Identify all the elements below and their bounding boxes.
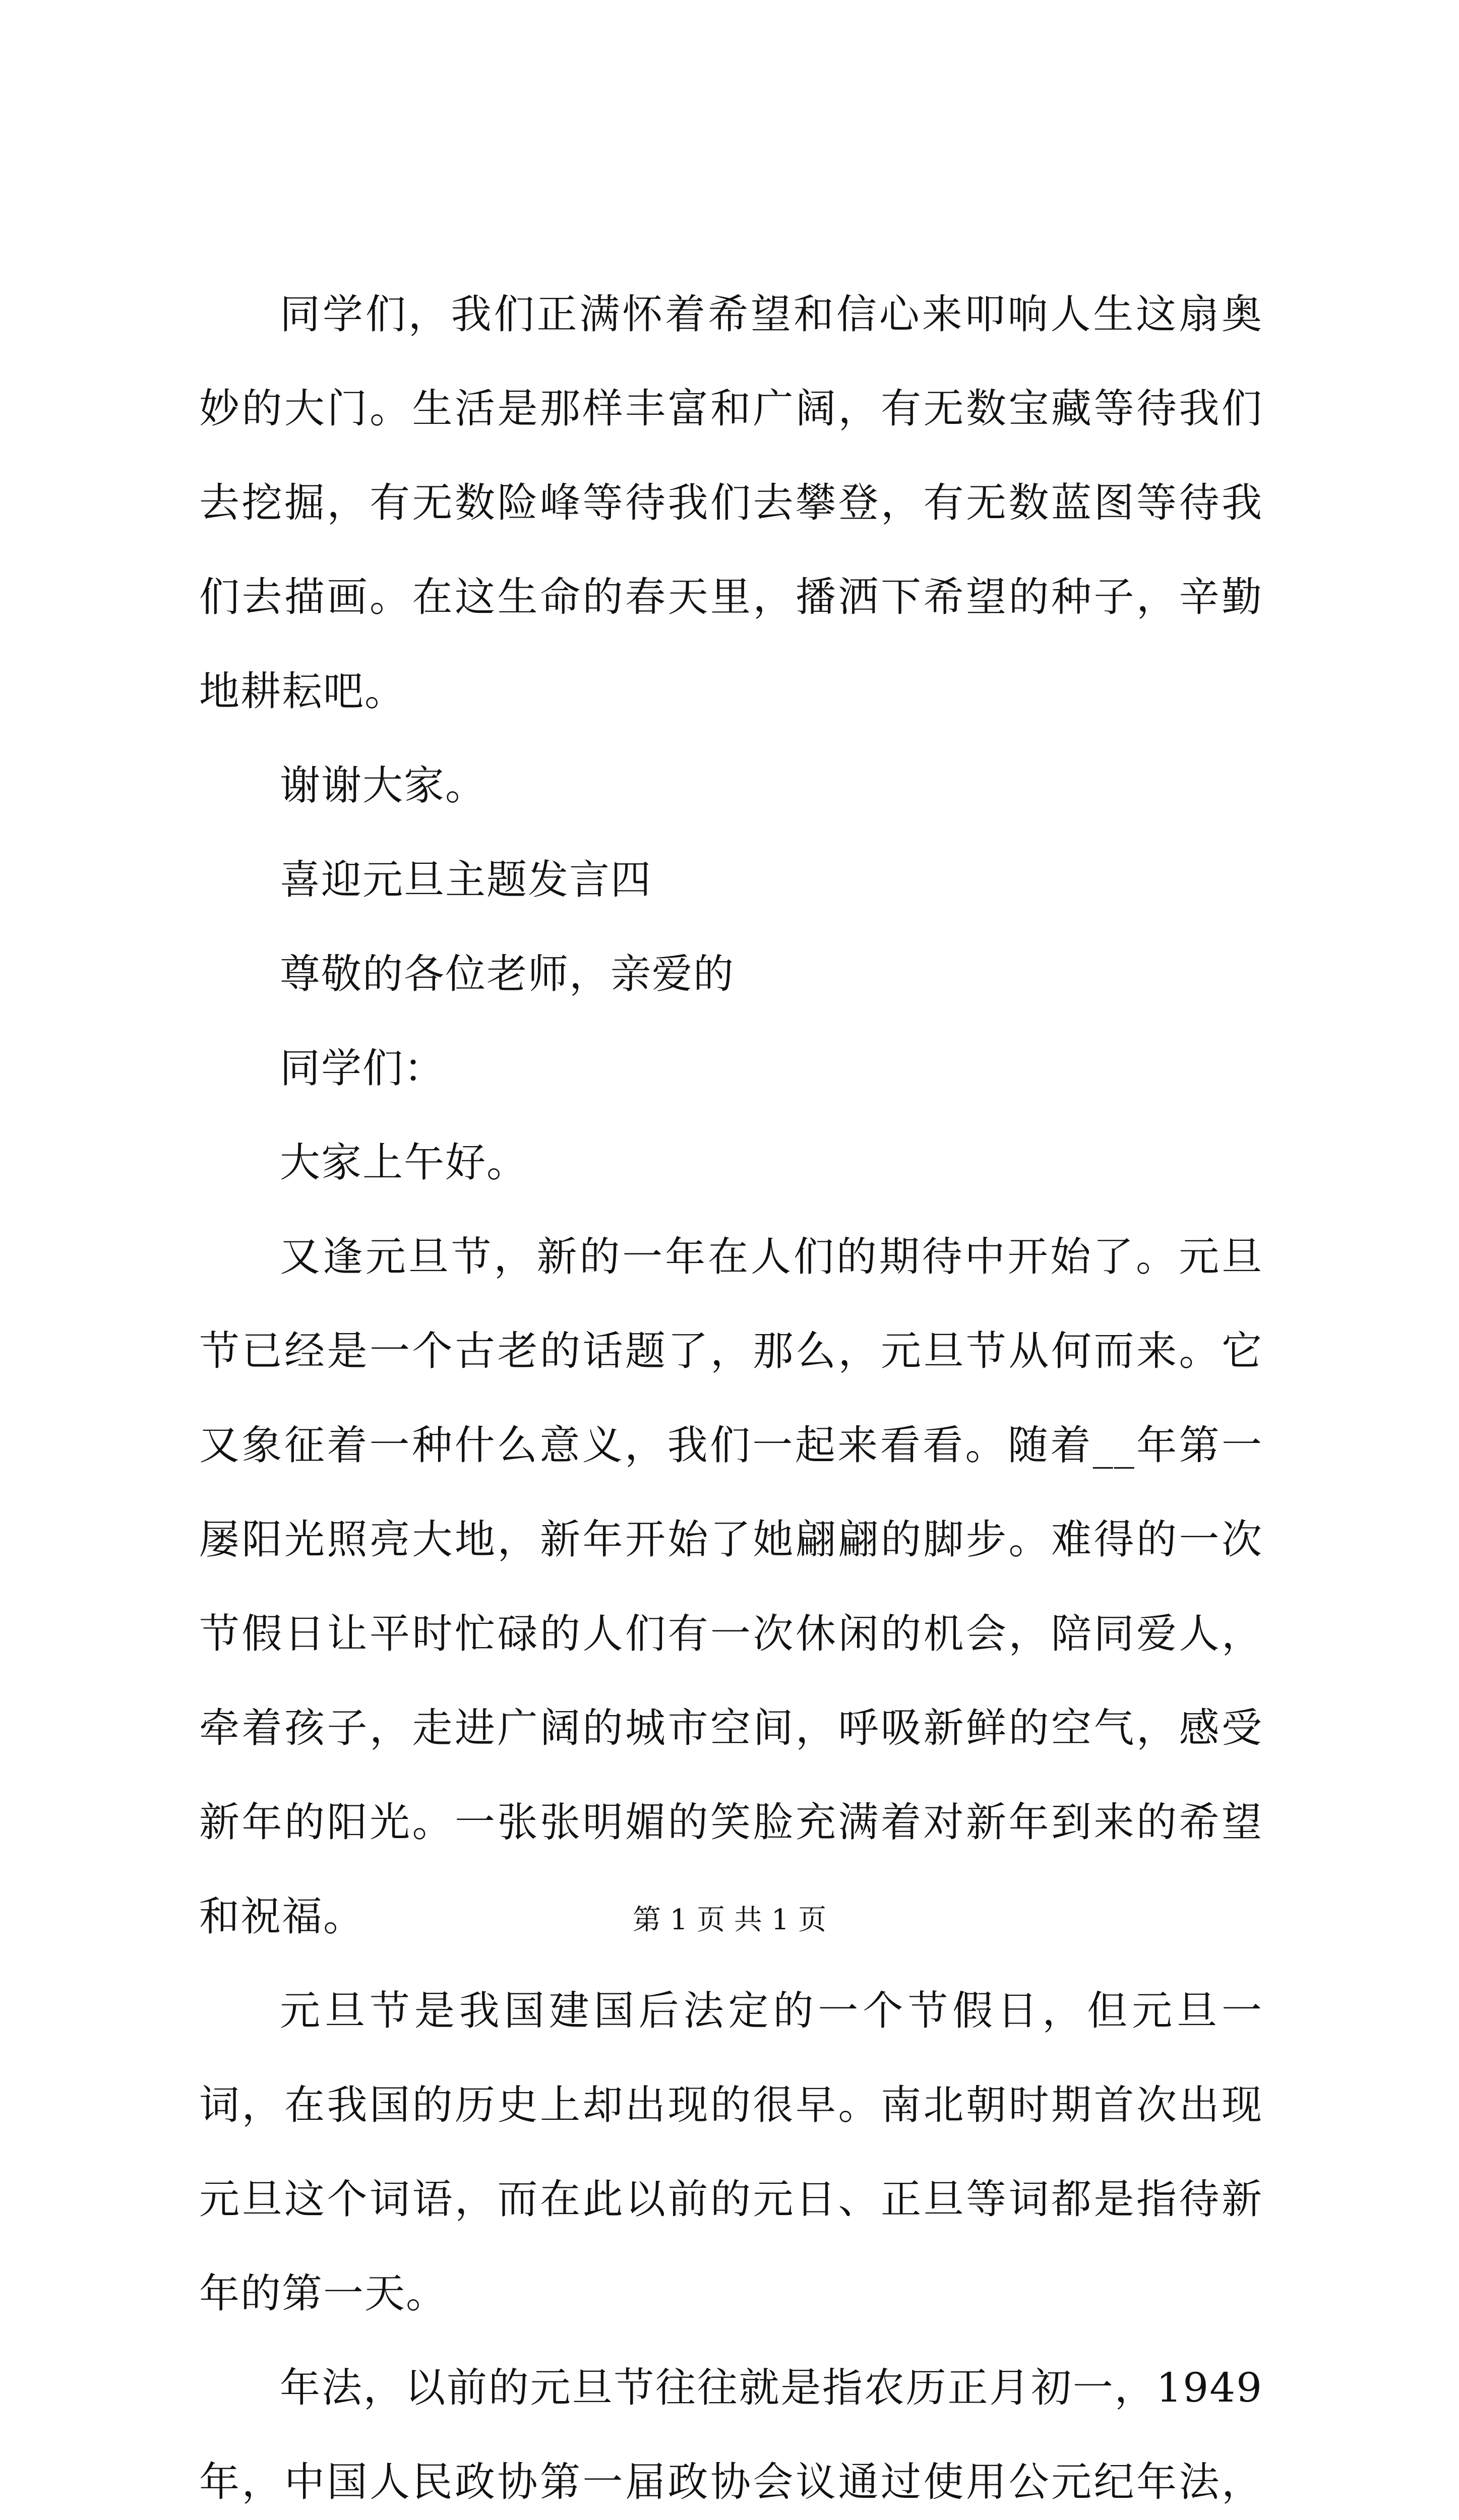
salutation-line-2: 同学们： [280, 1045, 445, 1092]
salutation-line-1: 尊敬的各位老师，亲爱的 [280, 951, 735, 997]
paragraph-thanks: 谢谢大家。 [280, 762, 487, 809]
page-footer: 第 1 页 共 1 页 [632, 1904, 827, 1936]
paragraph-calendar: 年法，以前的元旦节往往就是指农历正月初一，1949年，中国人民政协第一届政协会议通过使用公元纪年法， [199, 2364, 1263, 2505]
paragraph-closing-hope: 同学们，我们正满怀着希望和信心来叩响人生这扇奥妙的大门。生活是那样丰富和广阔，有无数宝藏等待我们去挖掘，有无数险峰等待我们去攀登，有无数蓝图等待我们去描画。在这生命的春天里，播洒下希望的种子，辛勤地耕耘吧。 [199, 291, 1263, 715]
document-body [199, 267, 1263, 2520]
paragraph-history: 元旦节是我国建国后法定的一个节假日，但元旦一词，在我国的历史上却出现的很早。南北朝时期首次出现元旦这个词语，而在此以前的元日、正旦等词都是指待新年的第一天。 [199, 1987, 1263, 2317]
section-heading: 喜迎元旦主题发言四 [280, 856, 652, 903]
greeting: 大家上午好。 [280, 1139, 528, 1186]
paragraph-new-year: 又逢元旦节，新的一年在人们的期待中开始了。元旦节已经是一个古老的话题了，那么，元旦节从何而来。它又象征着一种什么意义，我们一起来看看。随着__年第一屡阳光照亮大地，新年开始了她翩翩的脚步。难得的一次节假日让平时忙碌的人们有一次休闲的机会，陪同爱人，牵着孩子，走进广阔的城市空间，呼吸新鲜的空气，感受新年的阳光。一张张明媚的笑脸充满着对新年到来的希望和祝福。 [199, 1233, 1263, 1940]
